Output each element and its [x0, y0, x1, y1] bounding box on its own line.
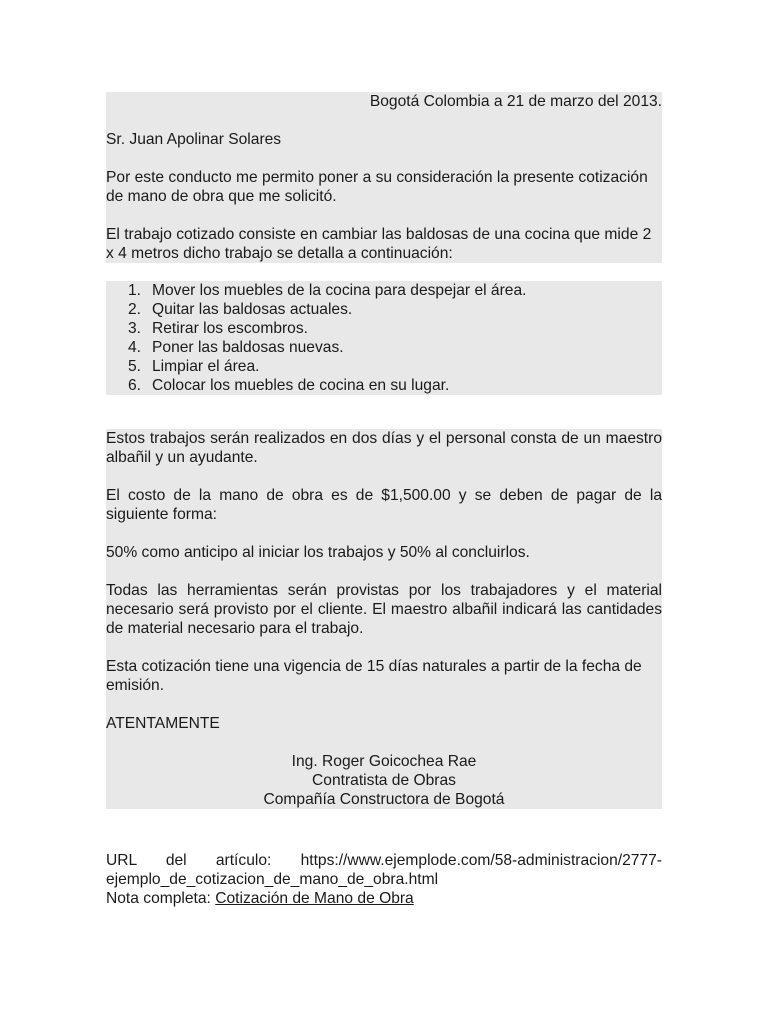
list-item: 2. Quitar las baldosas actuales. — [128, 301, 353, 318]
letter-terms-section — [106, 429, 662, 809]
signature-company: Compañía Constructora de Bogotá — [263, 790, 505, 808]
signature-name: Ing. Roger Goicochea Rae — [291, 752, 477, 770]
url-text-part1: https://www.ejemplode.com/58-administracion/2777- — [300, 852, 662, 869]
payment-paragraph: 50% como anticipo al iniciar los trabajos y 50% al concluirlos. — [106, 543, 530, 561]
signature-title: Contratista de Obras — [312, 771, 456, 789]
list-item: 4. Poner las baldosas nuevas. — [128, 339, 344, 356]
note-line — [106, 889, 662, 908]
list-item: 1. Mover los muebles de la cocina para despejar el área. — [128, 282, 527, 299]
work-description: El trabajo cotizado consiste en cambiar las baldosas de una cocina que mide 2 x 4 metros dicho trabajo se detalla a continuación: — [106, 226, 652, 262]
letter-recipient: Sr. Juan Apolinar Solares — [106, 131, 282, 148]
url-label: URL del artículo: — [106, 852, 272, 869]
list-item: 3. Retirar los escombros. — [128, 320, 308, 337]
note-link[interactable]: Cotización de Mano de Obra — [215, 890, 414, 907]
letter-intro: Por este conducto me permito poner a su consideración la presente cotización de mano de obra que me solicitó. — [106, 169, 648, 205]
url-text-part2: ejemplo_de_cotizacion_de_mano_de_obra.html — [106, 871, 439, 888]
steps-list — [106, 281, 662, 395]
letter-date: Bogotá Colombia a 21 de marzo del 2013. — [369, 93, 662, 110]
list-item: 6. Colocar los muebles de cocina en su lugar. — [128, 377, 450, 394]
article-footer — [106, 851, 662, 908]
tools-paragraph: Todas las herramientas serán provistas por los trabajadores y el material necesario será provisto por el cliente. El maestro albañil indicará las cantidades de material necesario para el trabajo. — [106, 581, 662, 637]
cost-paragraph: El costo de la mano de obra es de $1,500.00 y se deben de pagar de la siguiente forma: — [106, 486, 662, 523]
url-line — [106, 851, 662, 870]
note-label: Nota completa: — [106, 890, 211, 907]
list-item: 5. Limpiar el área. — [128, 358, 260, 375]
letter-body — [106, 92, 662, 809]
letter-header-section — [106, 92, 662, 263]
schedule-paragraph: Estos trabajos serán realizados en dos días y el personal consta de un maestro albañil y un ayudante. — [106, 429, 662, 466]
closing-text: ATENTAMENTE — [106, 714, 220, 732]
validity-paragraph: Esta cotización tiene una vigencia de 15 días naturales a partir de la fecha de emisión. — [106, 657, 642, 694]
